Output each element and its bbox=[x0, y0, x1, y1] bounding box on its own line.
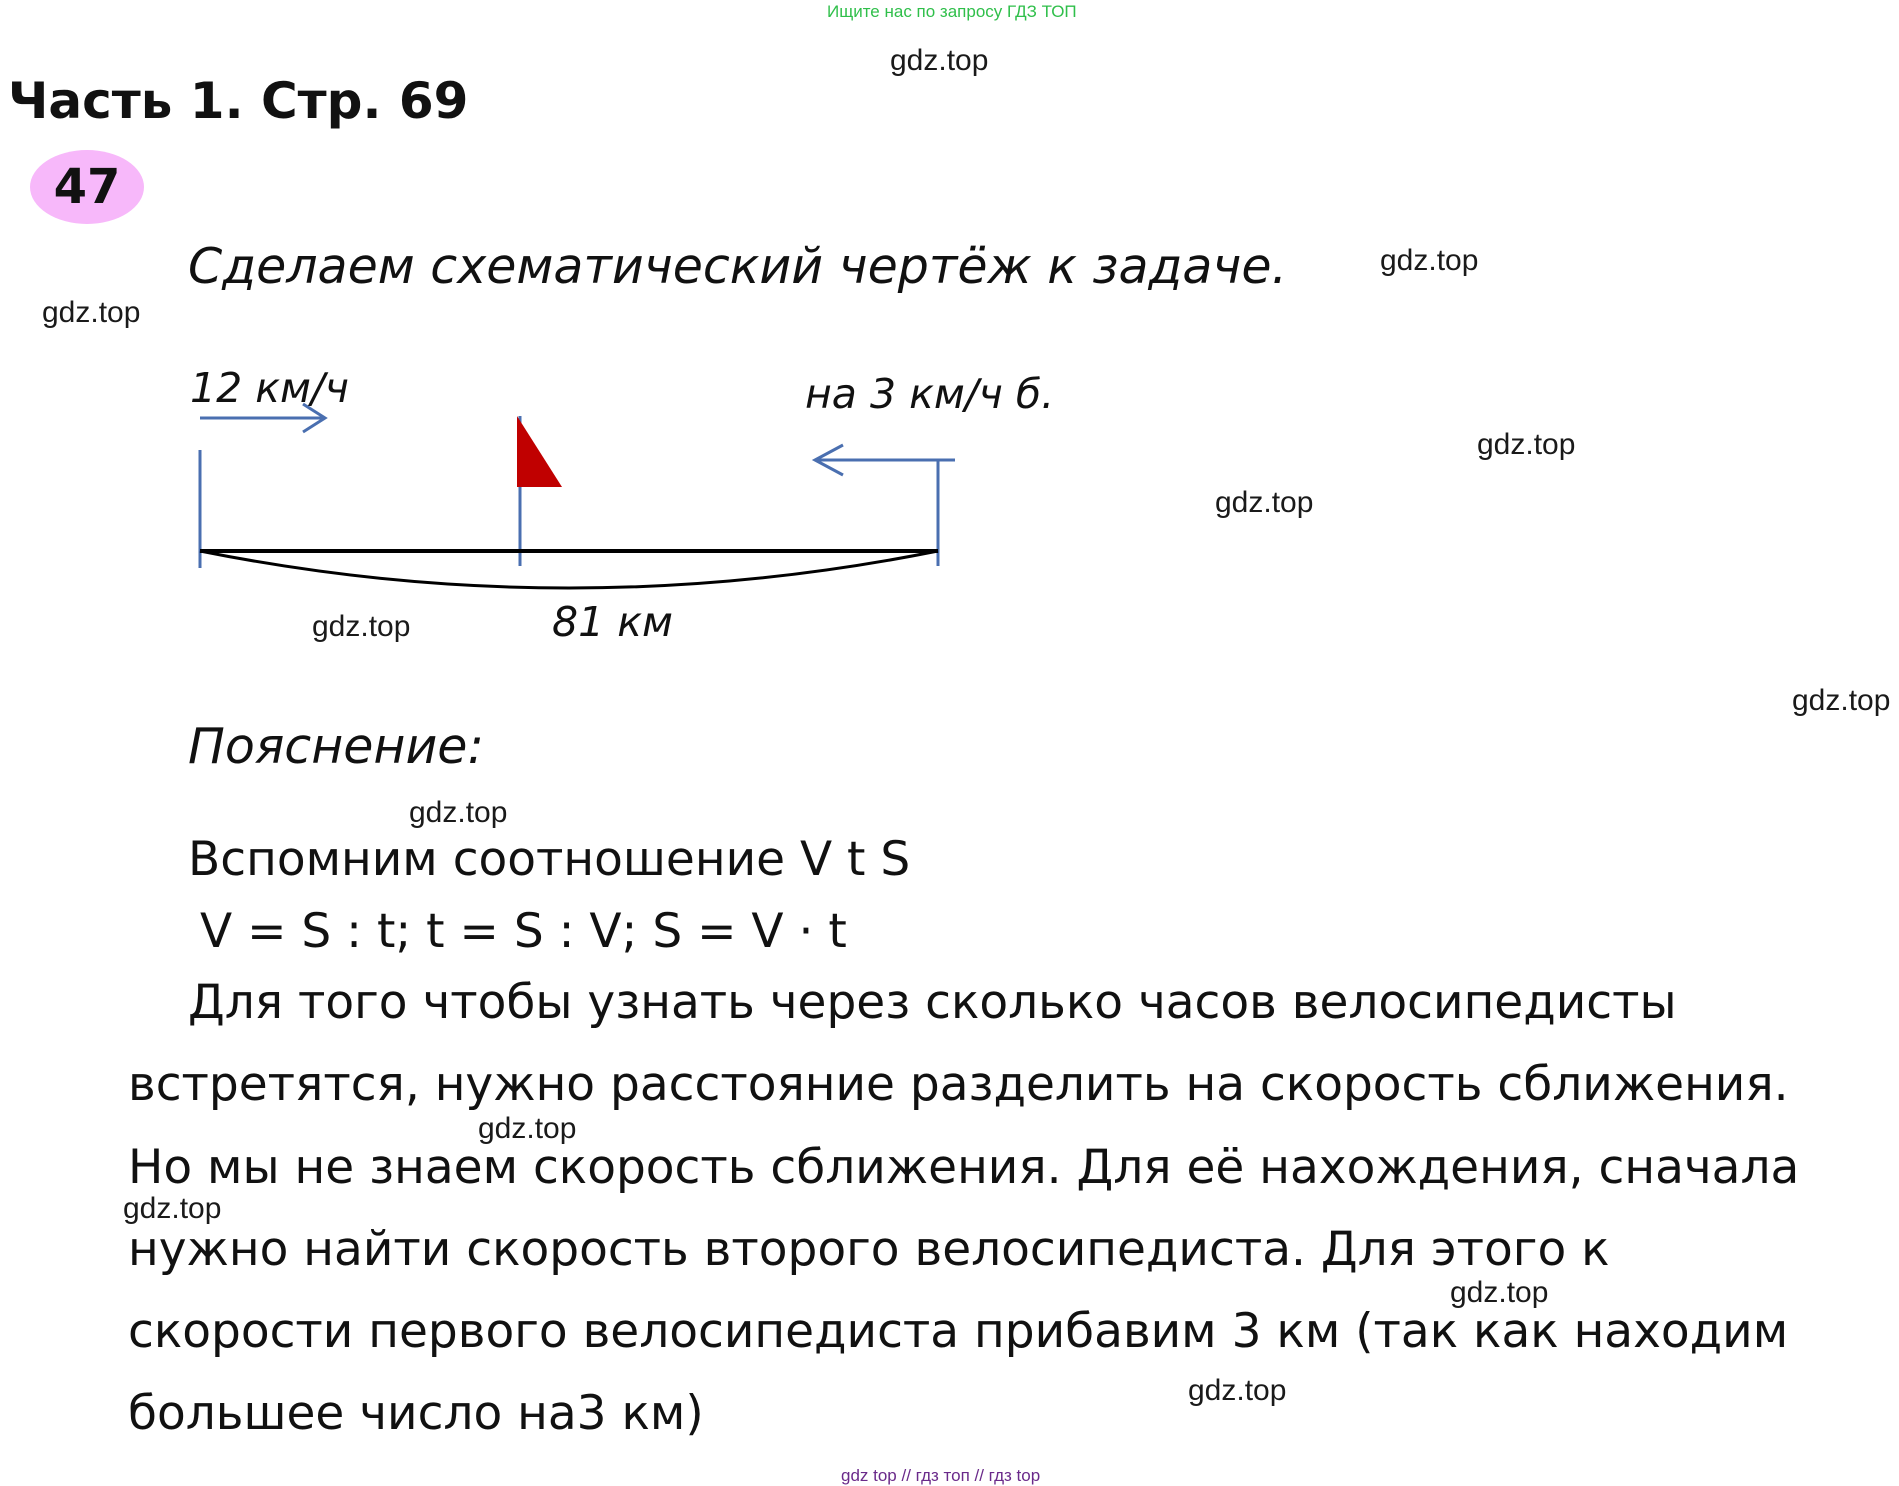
watermark: gdz.top bbox=[42, 296, 141, 329]
page-title: Часть 1. Стр. 69 bbox=[8, 72, 469, 130]
footer-links[interactable]: gdz top // гдз топ // гдз top bbox=[841, 1466, 1041, 1485]
watermark: gdz.top bbox=[123, 1192, 222, 1225]
formula-line: V = S : t; t = S : V; S = V · t bbox=[200, 904, 847, 959]
explanation-line-4: встретятся, нужно расстояние разделить на скорость сближения. bbox=[128, 1057, 1789, 1112]
left-speed-label: 12 км/ч bbox=[190, 364, 349, 412]
explanation-line-1: Вспомним соотношение V t S bbox=[188, 832, 911, 887]
explanation-line-8: большее число на3 км) bbox=[128, 1386, 704, 1441]
watermark: gdz.top bbox=[1380, 244, 1479, 277]
watermark: gdz.top bbox=[1215, 486, 1314, 519]
meeting-flag-icon bbox=[517, 416, 562, 487]
explanation-line-5: Но мы не знаем скорость сближения. Для её нахождения, сначала bbox=[128, 1140, 1800, 1195]
watermark: gdz.top bbox=[478, 1112, 577, 1145]
watermark: gdz.top bbox=[312, 610, 411, 643]
intro-text: Сделаем схематический чертёж к задаче. bbox=[188, 238, 1288, 295]
watermark: gdz.top bbox=[1792, 684, 1891, 717]
explanation-line-6: нужно найти скорость второго велосипедиста. Для этого к bbox=[128, 1222, 1610, 1277]
watermark: gdz.top bbox=[1477, 428, 1576, 461]
explanation-line-7: скорости первого велосипедиста прибавим 3 км (так как находим bbox=[128, 1304, 1789, 1359]
explanation-line-3: Для того чтобы узнать через сколько часов велосипедисты bbox=[188, 975, 1677, 1030]
top-banner[interactable]: Ищите нас по запросу ГДЗ ТОП bbox=[827, 2, 1077, 21]
distance-label: 81 км bbox=[552, 598, 673, 646]
explanation-heading: Пояснение: bbox=[188, 718, 484, 775]
watermark: gdz.top bbox=[890, 44, 989, 77]
right-speed-label: на 3 км/ч б. bbox=[805, 370, 1055, 418]
distance-brace bbox=[200, 551, 938, 588]
watermark: gdz.top bbox=[1450, 1276, 1549, 1309]
task-number: 47 bbox=[53, 159, 121, 215]
watermark: gdz.top bbox=[1188, 1374, 1287, 1407]
watermark: gdz.top bbox=[409, 796, 508, 829]
